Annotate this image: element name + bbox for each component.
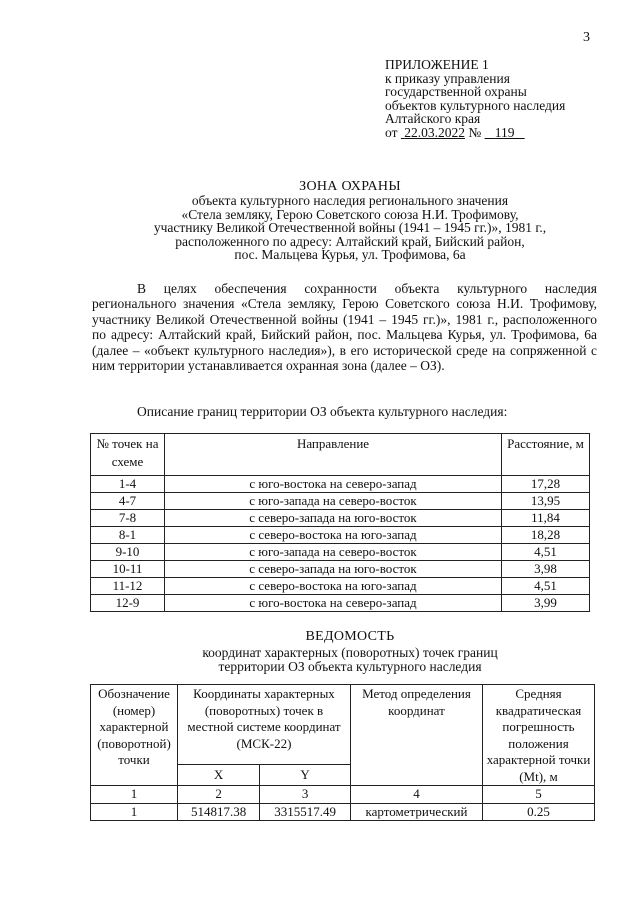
vedomost-subtitle: [90, 646, 610, 673]
header-points: № точек на схеме: [91, 434, 165, 476]
appendix-line: объектов культурного наследия: [385, 97, 566, 113]
header-distance: Расстояние, м: [502, 434, 590, 476]
cell-direction: с юго-запада на северо-восток: [165, 493, 502, 510]
order-number: 119: [494, 124, 515, 140]
cell-distance: 3,99: [502, 595, 590, 612]
date-prefix: от: [385, 124, 401, 140]
subtitle-line: расположенного по адресу: Алтайский край, Бийский район,: [175, 233, 525, 249]
number-prefix: №: [464, 124, 485, 140]
header-y: Y: [260, 765, 351, 786]
header-method: Метод определения координат: [351, 685, 483, 786]
order-date: 22.03.2022: [404, 124, 465, 140]
appendix-line: государственной охраны: [385, 84, 527, 100]
appendix-line: Алтайского края: [385, 111, 481, 127]
column-number: 5: [483, 786, 595, 804]
page-number: 3: [583, 30, 590, 45]
cell-direction: с северо-востока на юго-запад: [165, 527, 502, 544]
cell-direction: с юго-востока на северо-запад: [165, 595, 502, 612]
table-row: [91, 578, 590, 595]
cell-points: 10-11: [91, 561, 165, 578]
coords-header-row: [91, 685, 595, 765]
header-x: X: [178, 765, 260, 786]
table-row: [91, 595, 590, 612]
appendix-block: [385, 58, 625, 140]
cell-points: 8-1: [91, 527, 165, 544]
cell-distance: 17,28: [502, 476, 590, 493]
cell-points: 12-9: [91, 595, 165, 612]
cell-direction: с юго-запада на северо-восток: [165, 544, 502, 561]
cell-points: 11-12: [91, 578, 165, 595]
appendix-date-line: [385, 126, 625, 140]
cell-method: картометрический: [351, 803, 483, 821]
table-row: [91, 476, 590, 493]
vedomost-line: территории ОЗ объекта культурного наследия: [218, 658, 482, 674]
cell-points: 7-8: [91, 510, 165, 527]
boundary-table: [90, 433, 590, 612]
cell-distance: 4,51: [502, 578, 590, 595]
intro-paragraph: [92, 281, 597, 373]
cell-error: 0.25: [483, 803, 595, 821]
cell-points: 9-10: [91, 544, 165, 561]
zone-subtitle: [90, 194, 610, 262]
appendix-title: ПРИЛОЖЕНИЕ 1: [385, 57, 489, 72]
cell-distance: 4,51: [502, 544, 590, 561]
cell-point: 1: [91, 803, 178, 821]
paragraph-text: В целях обеспечения сохранности объекта культурного наследия регионального значения «Стела земляку, Герою Советского союза Н.И. Трофимову, участнику Великой Отечественной войны (1941 – 1945 гг.)», 1981 г., расположенного по адресу: Алтайский край, Бийский район, пос. Мальцева Курья, ул. Трофимова, 6а (далее – «объект культурного наследия»), в его исторической среде на сопряженной с ним территории устанавливается охранная зона (далее – ОЗ).: [92, 281, 597, 374]
cell-direction: с северо-запада на юго-восток: [165, 561, 502, 578]
zone-title: ЗОНА ОХРАНЫ: [299, 179, 401, 194]
table-row: [91, 544, 590, 561]
cell-x: 514817.38: [178, 803, 260, 821]
table-header-row: [91, 434, 590, 476]
appendix-line: к приказу управления: [385, 70, 510, 86]
column-number: 3: [260, 786, 351, 804]
cell-direction: с северо-запада на юго-восток: [165, 510, 502, 527]
column-number: 4: [351, 786, 483, 804]
cell-distance: 3,98: [502, 561, 590, 578]
column-number-row: [91, 786, 595, 804]
table-row: [91, 527, 590, 544]
cell-direction: с северо-востока на юго-запад: [165, 578, 502, 595]
vedomost-line: координат характерных (поворотных) точек границ: [202, 645, 498, 660]
table-row: [91, 510, 590, 527]
header-designation: Обозначение (номер) характерной (поворотной) точки: [91, 685, 178, 786]
column-number: 1: [91, 786, 178, 804]
header-error: Средняя квадратическая погрешность положения характерной точки (Mt), м: [483, 685, 595, 786]
subtitle-line: «Стела земляку, Герою Советского союза Н.И. Трофимову,: [181, 206, 519, 222]
subtitle-line: объекта культурного наследия регионального значения: [191, 193, 509, 208]
cell-distance: 11,84: [502, 510, 590, 527]
cell-points: 4-7: [91, 493, 165, 510]
subtitle-line: участнику Великой Отечественной войны (1941 – 1945 гг.)», 1981 г.,: [153, 220, 547, 236]
boundary-description: Описание границ территории ОЗ объекта культурного наследия:: [137, 404, 508, 419]
header-direction: Направление: [165, 434, 502, 476]
table-row: [91, 803, 595, 821]
cell-points: 1-4: [91, 476, 165, 493]
coordinates-table: [90, 684, 595, 821]
cell-distance: 18,28: [502, 527, 590, 544]
cell-y: 3315517.49: [260, 803, 351, 821]
subtitle-line: пос. Мальцева Курья, ул. Трофимова, 6а: [234, 247, 466, 263]
cell-direction: с юго-востока на северо-запад: [165, 476, 502, 493]
table-row: [91, 493, 590, 510]
cell-distance: 13,95: [502, 493, 590, 510]
column-number: 2: [178, 786, 260, 804]
vedomost-title: ВЕДОМОСТЬ: [305, 629, 395, 644]
header-coordinates: Координаты характерных (поворотных) точек в местной системе координат (МСК-22): [178, 685, 351, 765]
table-row: [91, 561, 590, 578]
